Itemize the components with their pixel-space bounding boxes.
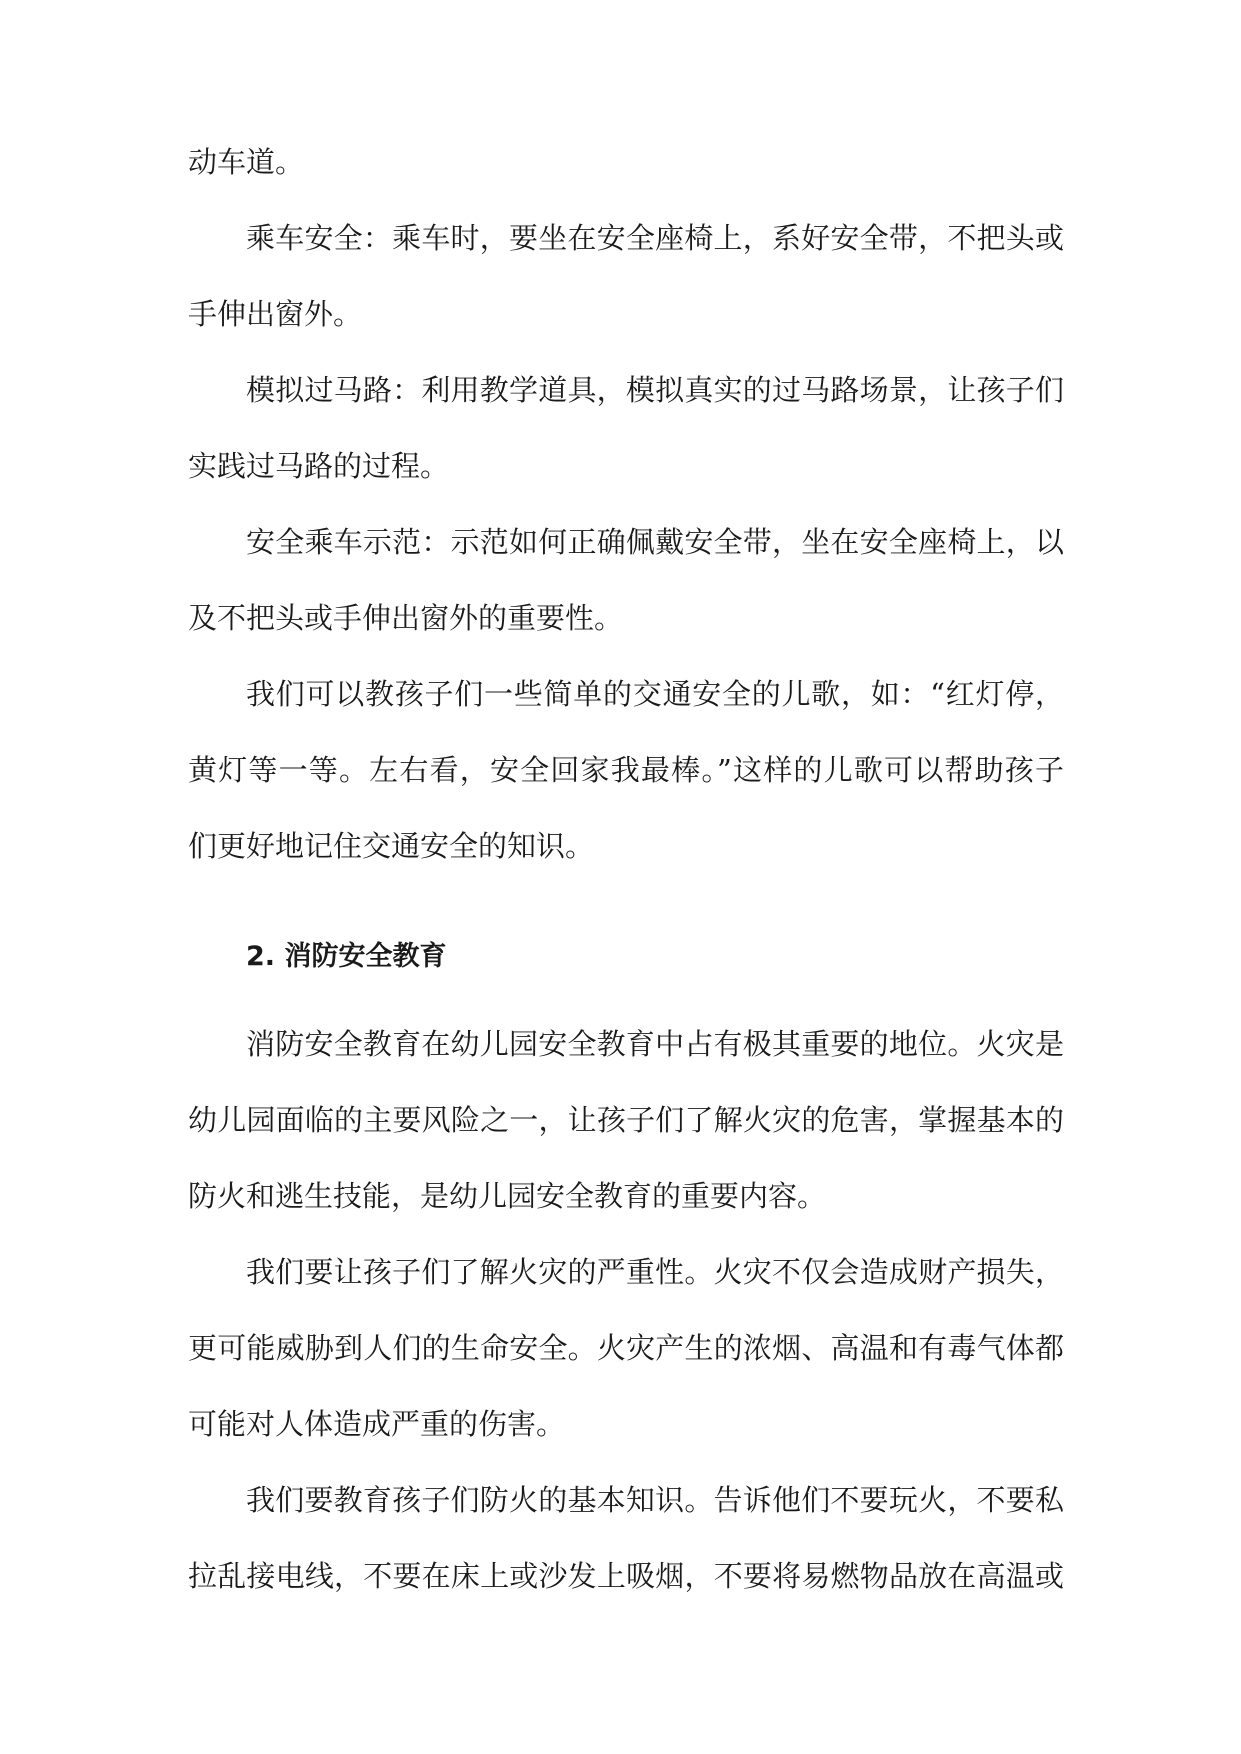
text-line: 黄灯等一等。左右看，安全回家我最棒。”这样的儿歌可以帮助孩子 (188, 753, 1064, 787)
text-line: 模拟过马路：利用教学道具，模拟真实的过马路场景，让孩子们 (246, 373, 1064, 407)
text-line: 幼儿园面临的主要风险之一，让孩子们了解火灾的危害，掌握基本的 (188, 1103, 1064, 1137)
text-line: 手伸出窗外。 (188, 297, 363, 331)
text-line: 我们要让孩子们了解火灾的严重性。火灾不仅会造成财产损失， (246, 1255, 1064, 1289)
text-line: 实践过马路的过程。 (188, 449, 450, 483)
text-line: 安全乘车示范：示范如何正确佩戴安全带，坐在安全座椅上，以 (246, 525, 1064, 559)
text-line: 动车道。 (188, 145, 305, 179)
text-line: 防火和逃生技能，是幼儿园安全教育的重要内容。 (188, 1179, 827, 1213)
text-line: 及不把头或手伸出窗外的重要性。 (188, 601, 624, 635)
text-line: 可能对人体造成严重的伤害。 (188, 1407, 566, 1441)
text-line: 我们要教育孩子们防火的基本知识。告诉他们不要玩火，不要私 (246, 1483, 1064, 1517)
text-line: 消防安全教育在幼儿园安全教育中占有极其重要的地位。火灾是 (246, 1027, 1064, 1061)
text-line: 我们可以教孩子们一些简单的交通安全的儿歌，如：“红灯停， (246, 677, 1064, 711)
text-line: 乘车安全：乘车时，要坐在安全座椅上，系好安全带，不把头或 (246, 221, 1064, 255)
text-line: 更可能威胁到人们的生命安全。火灾产生的浓烟、高温和有毒气体都 (188, 1331, 1064, 1365)
text-line: 们更好地记住交通安全的知识。 (188, 829, 595, 863)
section-heading: 2. 消防安全教育 (246, 941, 447, 972)
text-line: 拉乱接电线，不要在床上或沙发上吸烟，不要将易燃物品放在高温或 (188, 1559, 1064, 1593)
